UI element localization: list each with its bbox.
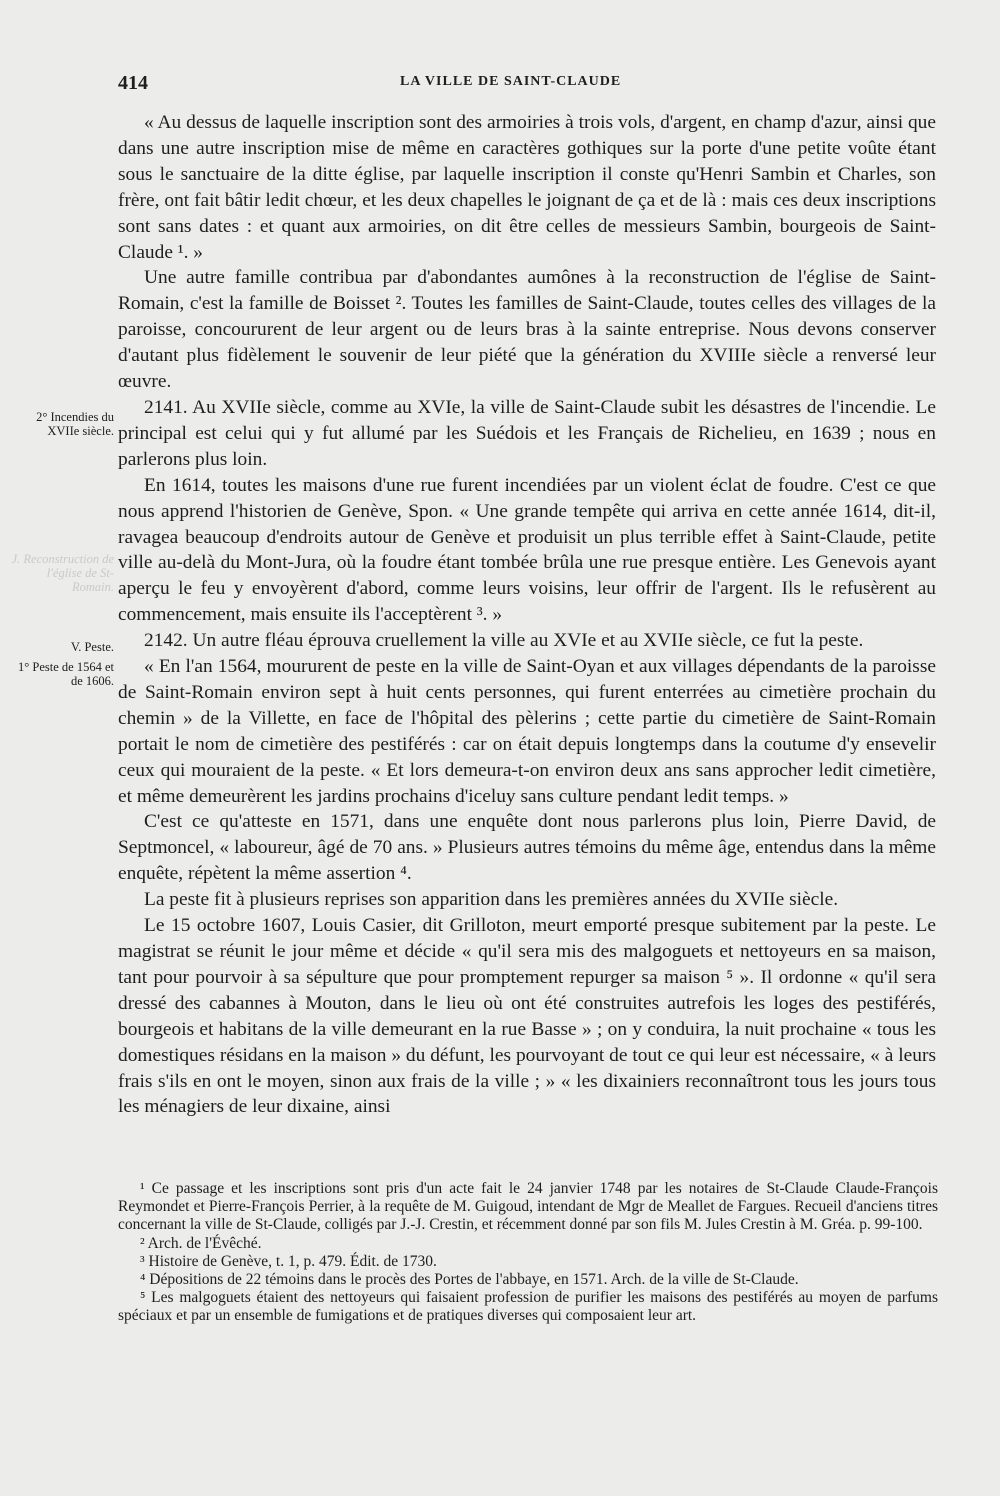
paragraph: C'est ce qu'atteste en 1571, dans une enquête dont nous parlerons plus loin, Pierre David, de Septmoncel, « laboureur, âgé de 70 ans. » Plusieurs autres témoins du même âge, entendus dans la même enquête, répètent la même assertion ⁴. [118,811,936,885]
margin-note-incendies: 2° Incendies du XVIIe siècle. [36,410,114,438]
margin-note-peste: V. Peste. [70,640,114,654]
margin-note-peste-dates: 1° Peste de 1564 et de 1606. [18,660,114,688]
paragraph: Le 15 octobre 1607, Louis Casier, dit Grilloton, meurt emporté presque subitement par la peste. Le magistrat se réunit le jour même et décide « qu'il sera mis des malgoguets et nettoyeurs en sa maison, tant pour pourvoir à sa sépulture que pour promptement repurger sa maison ⁵ ». Il ordonne « qu'il sera dressé des cabannes à Mouton, dans le lieu où ont été construites autrefois les loges des pestiférés, bourgeois et habitans de la ville demeurant en la rue Basse » ; on y conduira, la nuit prochaine « tous les domestiques résidans en la maison » du défunt, les pourvoyant de tout ce qui leur est nécessaire, « à leurs frais s'ils en ont le moyen, sinon aux frais de la ville ; » « les dixainiers reconnaîtront tous les jours tous les ménagiers de leur dixaine, ainsi [118,915,936,1118]
paragraph: 2141. Au XVIIe siècle, comme au XVIe, la ville de Saint-Claude subit les désastres de l'incendie. Le principal est celui qui y fut allumé par les Suédois et les Français de Richelieu, en 1639 ; nous en parlerons plus loin. [118,396,936,470]
running-title: LA VILLE DE SAINT-CLAUDE [400,74,622,89]
paragraph: En 1614, toutes les maisons d'une rue furent incendiées par un violent éclat de foudre. C'est ce que nous apprend l'historien de Genève, Spon. « Une grande tempête qui arriva en cette année 1614, dit-il, ravagea beaucoup d'endroits autour de Genève et produisit un plus terrible effet à Saint-Claude, petite ville au-delà du Mont-Jura, où la foudre étant tombée brûla une rue presque entière. Les Genevois ayant aperçu le feu y envoyèrent d'abord, comme leurs voisins, leur offrir de l'argent. Ils le refusèrent au commencement, mais ensuite ils l'acceptèrent ³. » [118,474,936,626]
footnotes [118,1180,938,1326]
paragraph: « Au dessus de laquelle inscription sont des armoiries à trois vols, d'argent, en champ d'azur, ainsi que dans une autre inscription mise de même en caractères gothiques sur la porte d'une petite voûte étant sous le sanctuaire de la ditte église, par laquelle inscription il conste qu'Henri Sambin et Charles, son frère, ont fait bâtir ledit chœur, et les deux chapelles le joignant de ça et de là : mais ces deux inscriptions sont sans dates : et quant aux armoiries, on dit être celles de messieurs Sambin, bourgeois de Saint-Claude ¹. » [118,112,936,263]
paragraph: « En l'an 1564, moururent de peste en la ville de Saint-Oyan et aux villages dépendants de la paroisse de Saint-Romain environ sept à huit cents personnes, qui furent enterrées au cimetière prochain du chemin » de la Villette, en face de l'hôpital des pèlerins ; cette partie du cimetière de Saint-Romain portait le nom de cimetière des pestiférés : car on était depuis longtemps dans la coutume d'y ensevelir ceux qui mouraient de la peste. « Et lors demeura-t-on environ deux ans sans approcher ledit cimetière, et même demeurèrent les jardins prochains d'iceluy sans culture pendant ledit temps. » [118,656,936,807]
page-number: 414 [118,72,148,94]
footnote: ³ Histoire de Genève, t. 1, p. 479. Édit. de 1730. [140,1252,437,1270]
main-text [118,110,936,1120]
footnote: ⁴ Dépositions de 22 témoins dans le procès des Portes de l'abbaye, en 1571. Arch. de la ville de St-Claude. [140,1271,799,1289]
footnote: ¹ Ce passage et les inscriptions sont pris d'un acte fait le 24 janvier 1748 par les notaires de St-Claude Claude-François Reymondet et Pierre-François Perrier, à la requête de M. Guigoud, intendant de Mgr de Meallet de Fargues. Recueil d'anciens titres concernant la ville de St-Claude, colligés par J.-J. Crestin, et récemment donné par son fils M. Jules Crestin à M. Gréa. p. 99-100. [118,1180,938,1234]
paragraph: Une autre famille contribua par d'abondantes aumônes à la reconstruction de l'église de Saint-Romain, c'est la famille de Boisset ². Toutes les familles de Saint-Claude, toutes celles des villages de la paroisse, concoururent de leur argent ou de leurs bras à la sainte entreprise. Nous devons conserver d'autant plus fidèlement le souvenir de leur piété que la génération du XVIIIe siècle a renversé leur œuvre. [118,267,936,393]
footnote: ² Arch. de l'Évêché. [140,1234,262,1252]
paragraph: 2142. Un autre fléau éprouva cruellement la ville au XVIe et au XVIIe siècle, ce fut la peste. [144,630,864,652]
paragraph: La peste fit à plusieurs reprises son apparition dans les premières années du XVIIe siècle. [144,889,839,911]
footnote: ⁵ Les malgoguets étaient des nettoyeurs qui faisaient profession de purifier les maisons des pestiférés au moyen de parfums spéciaux et par un ensemble de fumigations et de pratiques diverses qui composaient leur art. [118,1289,938,1325]
margin-note-reconstruction: J. Reconstruction de l'église de St-Romain. [11,552,114,594]
